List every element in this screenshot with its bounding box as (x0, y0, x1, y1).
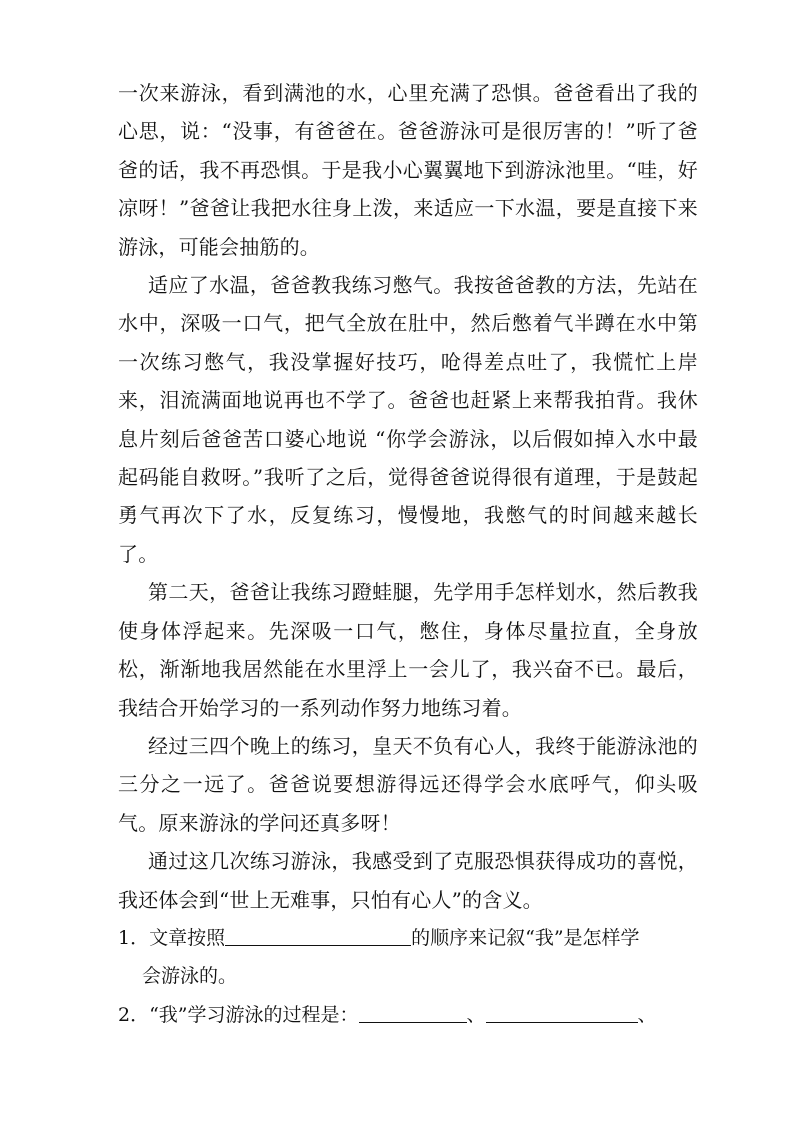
paragraph-2: 适应了水温，爸爸教我练习憋气。我按爸爸教的方法，先站在水中，深吸一口气，把气全放在肚中，然后憋着气半蹲在水中第一次练习憋气，我没掌握好技巧，呛得差点吐了，我慌忙上岸来，泪流满面地说再也不学了。爸爸也赶紧上来帮我拍背。我休息片刻后爸爸苦口婆心地说 “你学会游泳，以后假如掉入水中最起码能自救呀。”我听了之后，觉得爸爸说得很有道理，于是鼓起勇气再次下了水，反复练习，慢慢地，我憋气的时间越来越长了。 (118, 273, 698, 566)
question-2-separator-1: 、 (466, 1003, 486, 1026)
question-2-answer-blank-1[interactable] (359, 1002, 467, 1023)
paragraph-4: 经过三四个晚上的练习，皇天不负有心人，我终于能游泳池的三分之一远了。爸爸说要想游得远还得学会水底呼气，仰头吸气。原来游泳的学问还真多呀！ (118, 733, 698, 835)
question-2-text-before: “我”学习游泳的过程是： (149, 1003, 359, 1026)
paragraph-1: 一次来游泳，看到满池的水，心里充满了恐惧。爸爸看出了我的心思，说：“没事，有爸爸在。爸爸游泳可是很厉害的！”听了爸爸的话，我不再恐惧。于是我小心翼翼地下到游泳池里。“哇，好凉呀！”爸爸让我把水往身上泼，来适应一下水温，要是直接下来游泳，可能会抽筋的。 (118, 81, 698, 259)
question-1-text-before: 文章按照 (149, 926, 226, 949)
question-2-answer-blank-2[interactable] (486, 1002, 638, 1023)
question-2-line (118, 996, 698, 1034)
question-1-answer-blank[interactable] (225, 925, 411, 946)
question-2-number: 2． (118, 1003, 150, 1026)
question-1-line (118, 919, 698, 957)
paragraph-3: 第二天，爸爸让我练习蹬蛙腿，先学用手怎样划水，然后教我使身体浮起来。先深吸一口气，憋住，身体尽量拉直，全身放松，渐渐地我居然能在水里浮上一会儿了，我兴奋不已。最后，我结合开始学习的一系列动作努力地练习着。 (118, 580, 698, 720)
question-1-continuation: 会游泳的。 (142, 965, 238, 988)
question-1 (118, 919, 698, 996)
question-2 (118, 996, 698, 1034)
paragraph-5: 通过这几次练习游泳，我感受到了克服恐惧获得成功的喜悦，我还体会到“世上无难事，只怕有心人”的含义。 (118, 849, 698, 912)
question-1-number: 1． (118, 926, 150, 949)
question-2-separator-2: 、 (637, 1003, 657, 1026)
question-1-text-after: 的顺序来记叙“我”是怎样学 (411, 926, 640, 949)
document-page (118, 74, 698, 1034)
